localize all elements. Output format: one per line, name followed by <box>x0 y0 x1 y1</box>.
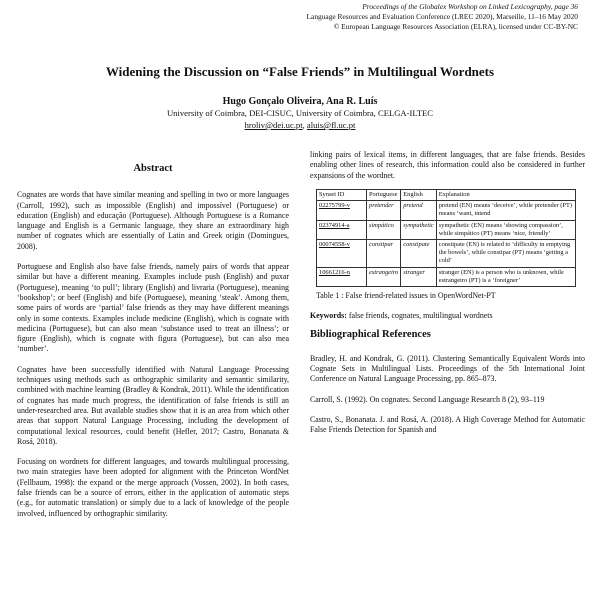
explanation: pretend (EN) means ‘deceive’, while pretender (PT) means ‘want, intend <box>436 201 575 220</box>
explanation: stranger (EN) is a person who is unknown, while estrangeiro (PT) is a ‘foreigner’ <box>436 267 575 286</box>
header-line-2: Language Resources and Evaluation Conference (LREC 2020), Marseille, 11–16 May 2020 <box>306 12 578 21</box>
false-friends-table <box>316 189 576 287</box>
header-line-1: Proceedings of the Globalex Workshop on Linked Lexicography, page 36 <box>362 2 578 11</box>
portuguese-word: pretender <box>367 201 401 220</box>
col-header-english: English <box>401 189 437 200</box>
explanation: constipate (EN) is related to ‘difficulty in emptying the bowels’, while constipar (PT) means ‘getting a cold’ <box>436 239 575 267</box>
synset-id-link[interactable]: 02374914-a <box>317 220 367 239</box>
reference-item: Bradley, H. and Kondrak, G. (2011). Clustering Semantically Equivalent Words into Cognate Sets in Multilingual Lists. Proceedings of the 5th International Joint Conference on Natural Language Processing, pp. 865–873. <box>310 353 585 384</box>
col-header-synset: Synset ID <box>317 189 367 200</box>
abstract-paragraph-1: Cognates are words that have similar meaning and spelling in two or more languages (Carroll, 1992), such as impossible (English) and impossível (Portuguese) or education (English) and educação (Portuguese). Although Portuguese is a Romance language and English is a Germanic language, they share an extraordinary high number of cognates which are essentially of Latin and Greek origin (Domingues, 2008). <box>17 190 289 251</box>
table-row <box>317 239 576 267</box>
email-link-1[interactable]: hroliv@dei.uc.pt <box>244 120 303 130</box>
table-row <box>317 220 576 239</box>
author-emails: hroliv@dei.uc.pt, aluis@fl.uc.pt <box>244 120 356 130</box>
right-intro-paragraph: linking pairs of lexical items, in different languages, that are false friends. Besides enabling other lines of research, this information could also be considered in further expansions of the wordnet. <box>310 150 585 180</box>
table-header-row <box>317 189 576 200</box>
english-word: constipate <box>401 239 437 267</box>
english-word: sympathetic <box>401 220 437 239</box>
synset-id-link[interactable]: 00074558-v <box>317 239 367 267</box>
portuguese-word: estrangeiro <box>367 267 401 286</box>
abstract-heading: Abstract <box>133 163 173 174</box>
abstract-paragraph-3: Cognates have been successfully identified with Natural Language Processing techniques using methods such as orthographic similarity and semantic similarity, combined with machine learning (Bradley & Kondrak, 2011). While the identification of cognates has made much progress, the identification of false friends is still an under-researched area. But available studies show that it is an area from which other areas that support Natural Language Processing, including the development of computational lexical resources, could benefit (Hefler, 2017; Castro, Bonanata & Rosá, 2018). <box>17 364 289 446</box>
english-word: pretend <box>401 201 437 220</box>
abstract-paragraph-2: Portuguese and English also have false friends, namely pairs of words that appear similar but have a different meaning. Examples include push (English) and puxar (Portuguese), meaning ‘to pull’; library (English) and livraria (Portuguese), meaning ‘bookshop’; or beef (English) and bife (Portuguese), meaning ‘steak’. Among them, some pairs of words are ‘partial’ false friends as they may have different meanings only in some contexts. Examples include medicine (English), which is cognate with medicina (Portuguese), but can also mean ‘substance used to treat an illness’; or figure (English), which is cognate with figura (Portuguese), but can also mea ‘number’. <box>17 262 289 354</box>
right-column <box>310 150 585 446</box>
portuguese-word: simpático <box>367 220 401 239</box>
references-heading: Bibliographical References <box>310 328 431 340</box>
proceedings-header <box>307 2 578 32</box>
left-column <box>17 150 289 529</box>
paper-affiliation: University of Coimbra, DEI-CISUC, University of Coimbra, CELGA-ILTEC <box>166 108 434 118</box>
synset-id-link[interactable]: 10661216-n <box>317 267 367 286</box>
explanation: sympathetic (EN) means ‘showing compassion’, while simpático (PT) means ‘nice, friendly’ <box>436 220 575 239</box>
header-line-3: © European Language Resources Association (ELRA), licensed under CC-BY-NC <box>333 22 578 31</box>
synset-id-link[interactable]: 02275799-v <box>317 201 367 220</box>
portuguese-word: constipar <box>367 239 401 267</box>
col-header-explanation: Explanation <box>436 189 575 200</box>
reference-item: Carroll, S. (1992). On cognates. Second Language Research 8 (2), 93–119 <box>310 394 545 404</box>
keywords-line <box>310 311 585 321</box>
email-link-2[interactable]: aluis@fl.uc.pt <box>306 120 356 130</box>
col-header-portuguese: Portuguese <box>367 189 401 200</box>
paper-authors: Hugo Gonçalo Oliveira, Ana R. Luís <box>222 96 378 107</box>
table-row <box>317 267 576 286</box>
keywords-label: Keywords: <box>310 311 347 321</box>
reference-item: Castro, S., Bonanata. J. and Rosá, A. (2018). A High Coverage Method for Automatic False Friends Detection for Spanish and <box>310 415 585 435</box>
paper-title: Widening the Discussion on “False Friends” in Multilingual Wordnets <box>105 64 495 79</box>
table-row <box>317 201 576 220</box>
abstract-paragraph-4: Focusing on wordnets for different languages, and towards multilingual processing, two main strategies have been adopted for alignment with the Princeton WordNet (Fellbaum, 1998): the expand or the merge approach (Vossen, 2002). In both cases, false friends can be a source of errors, either in the application of automatic steps (e.g., for automatic translation) or simply due to a lack of knowledge of the people involved, influenced by orthographic similarity. <box>17 457 289 518</box>
english-word: stranger <box>401 267 437 286</box>
table-caption: Table 1 : False friend-related issues in OpenWordNet-PT <box>316 290 496 300</box>
keywords-text: false friends, cognates, multilingual wordnets <box>348 311 493 321</box>
